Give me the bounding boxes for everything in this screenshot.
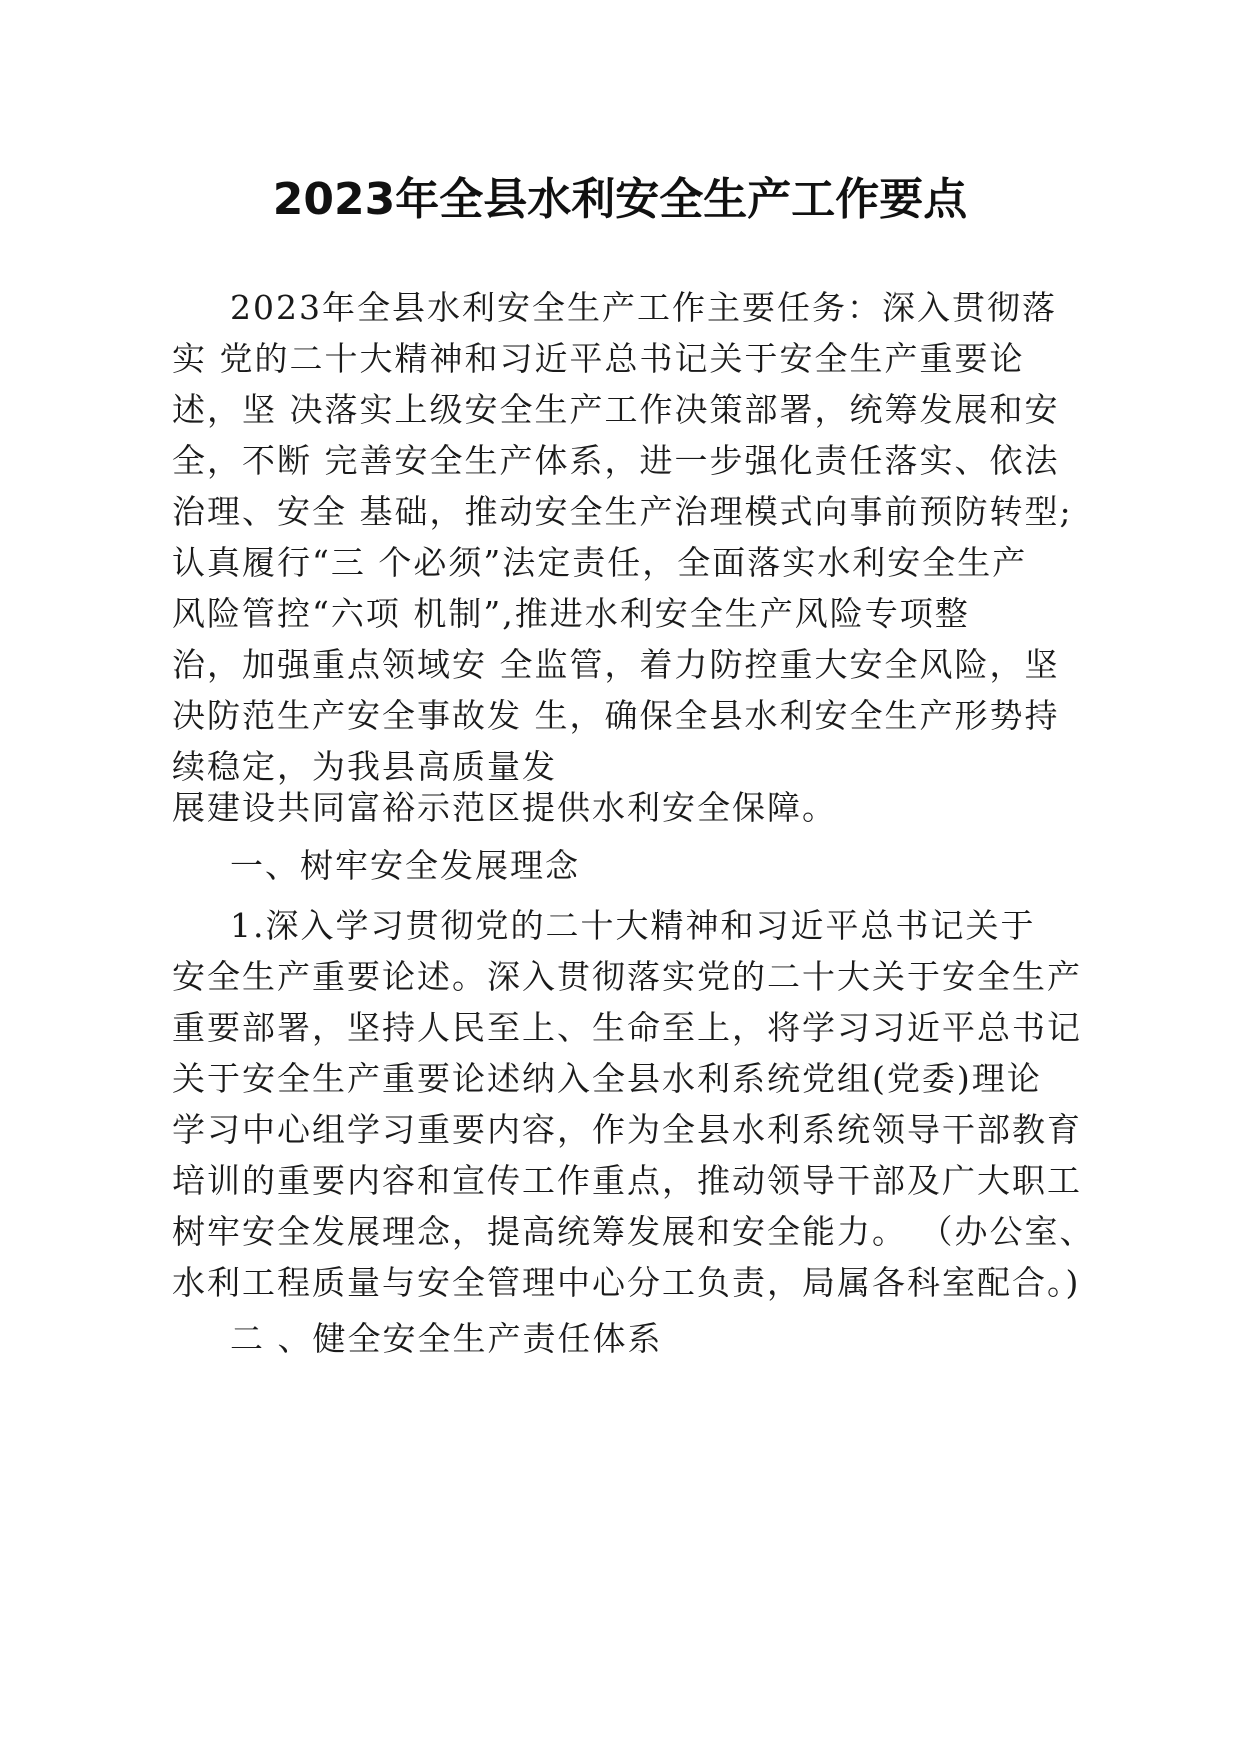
intro-line: 风险管控“六项 机制”,推进水利安全生产风险专项整: [172, 594, 970, 633]
intro-line: 全，不断 完善安全生产体系，进一步强化责任落实、依法: [172, 441, 1060, 480]
document-title: 2023年全县水利安全生产工作要点: [272, 174, 968, 225]
section-heading-1: 一、树牢安全发展理念: [230, 846, 580, 885]
item-line: 树牢安全发展理念，提高统筹发展和安全能力。 （办公室、: [172, 1212, 1095, 1251]
intro-line: 续稳定，为我县高质量发: [172, 747, 557, 786]
item-line: 安全生产重要论述。深入贯彻落实党的二十大关于安全生产: [172, 957, 1082, 996]
intro-line: 展建设共同富裕示范区提供水利安全保障。: [172, 788, 837, 827]
intro-line: 2023年全县水利安全生产工作主要任务：深入贯彻落: [230, 288, 1057, 327]
section-heading-2: 二 、健全安全生产责任体系: [230, 1319, 663, 1358]
item-line: 重要部署，坚持人民至上、生命至上，将学习习近平总书记: [172, 1008, 1082, 1047]
intro-line: 实 党的二十大精神和习近平总书记关于安全生产重要论: [172, 339, 1025, 378]
item-line: 培训的重要内容和宣传工作重点，推动领导干部及广大职工: [172, 1161, 1082, 1200]
item-line: 学习中心组学习重要内容，作为全县水利系统领导干部教育: [172, 1110, 1082, 1149]
intro-line: 述，坚 决落实上级安全生产工作决策部署，统筹发展和安: [172, 390, 1060, 429]
item-line: 关于安全生产重要论述纳入全县水利系统党组(党委)理论: [172, 1059, 1042, 1098]
item-line: 水利工程质量与安全管理中心分工负责，局属各科室配合。): [172, 1263, 1081, 1302]
item-line: 1.深入学习贯彻党的二十大精神和习近平总书记关于: [230, 906, 1036, 945]
intro-line: 治，加强重点领域安 全监管，着力防控重大安全风险，坚: [172, 645, 1060, 684]
intro-line: 治理、安全 基础，推动安全生产治理模式向事前预防转型;: [172, 492, 1073, 531]
intro-line: 认真履行“三 个必须”法定责任，全面落实水利安全生产: [172, 543, 1028, 582]
intro-line: 决防范生产安全事故发 生，确保全县水利安全生产形势持: [172, 696, 1060, 735]
